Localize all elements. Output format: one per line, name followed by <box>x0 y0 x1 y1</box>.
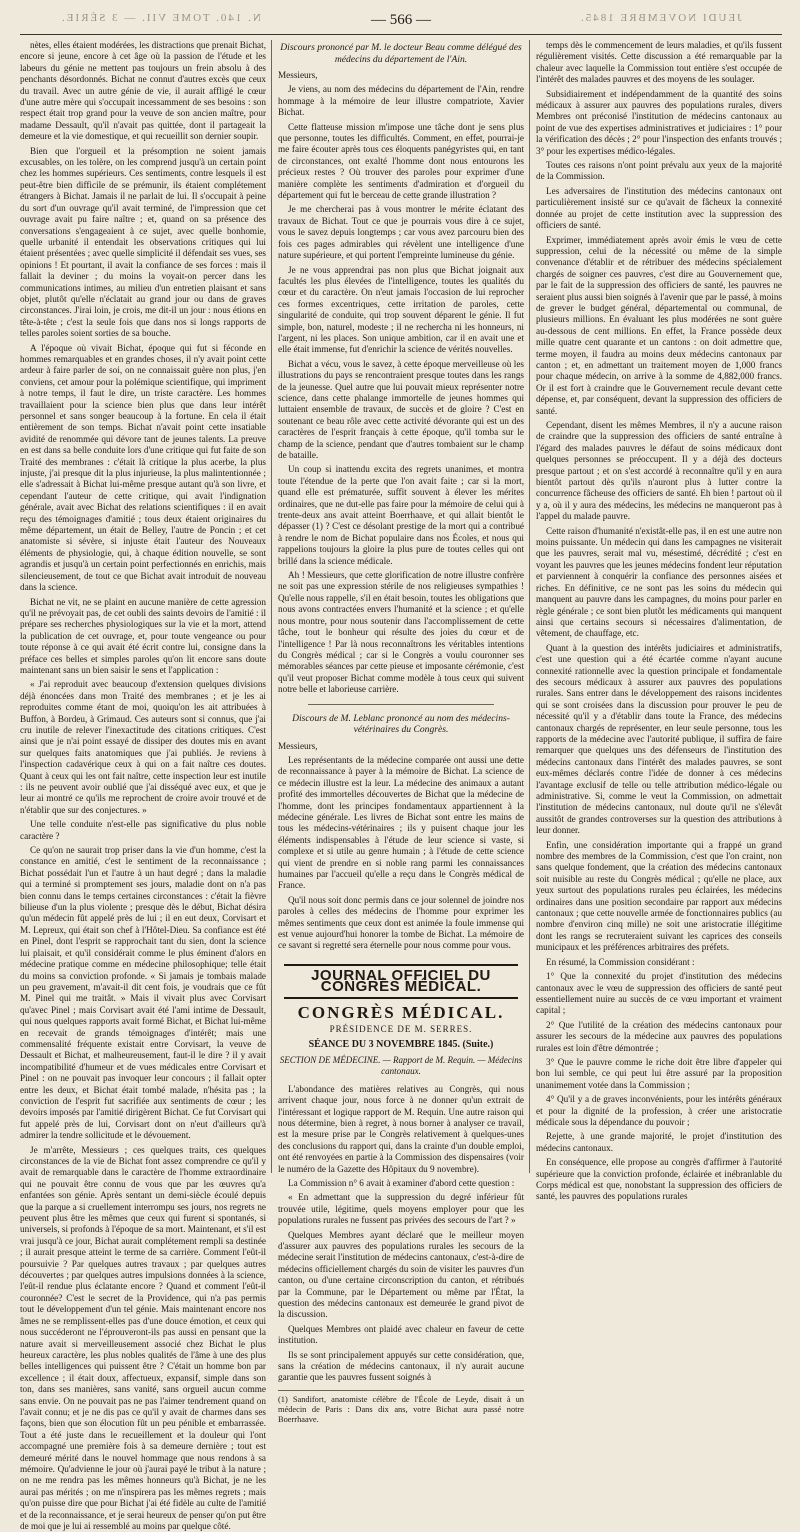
rapport-continued-paragraph: Toutes ces raisons n'ont point prévalu aux yeux de la majorité de la Commission. <box>536 160 782 182</box>
section-line: SECTION DE MÉDECINE. — Rapport de M. Requin. — Médecins cantonaux. <box>279 1054 523 1077</box>
discours-beau-paragraph: Cette flatteuse mission m'impose une tâche dont je sens plus que personne, toutes les difficultés. Comment, en effet, pourrai-je me faire écouter après tous ces éloquents panégyristes qui, en tant de circonstances, ont exalté l'homme dont nous entourons les précieux restes ? Où trouver des paroles pour exprimer d'une manière complète les sentiments d'admiration et d'orgueil du département qui fut le berceau de cette grande illustration ? <box>278 121 524 201</box>
rapport-body <box>278 1084 524 1384</box>
seance-line: SÉANCE DU 3 NOVEMBRE 1845. (Suite.) <box>308 1039 494 1051</box>
footnote: (1) Sandifort, anatomiste célèbre de l'École de Leyde, disait à un médecin de Paris : Dans dix ans, votre Bichat aura passé notre Boerrhaave. <box>278 1390 524 1425</box>
rapport-continued-paragraph: temps dès le commencement de leurs maladies, et qu'ils fussent régulièrement visités. Cette discussion a été remarquable par la chaleur avec laquelle la Commission tout entière s'est occupée de l'intérêt des malades pauvres et des moyens de les soulager. <box>536 40 782 85</box>
bichat-eloge-paragraph: Bien que l'orgueil et la présomption ne soient jamais excusables, on les tolère, on les comprend jusqu'à un certain point chez les hommes supérieurs. Ces sentiments, contre lesquels il est peut-être bien difficile de se prémunir, ils étaient complétement étrangers à Bichat. Jamais il ne parlait de lui. Il s'occupait à peine du sort d'un ouvrage qu'il avait terminé, de l'impression que cet ouvrage avait pu faire naître ; et, quand on sa présence des conversations s'engageaient à ce sujet, avec quelle bonhomie, quelle urbanité il entendait les observations critiques qui lui étaient présentées ; avec quelle simplicité il défendait ses vues, ses opinions ! Et pourtant, il avait la confiance de ses forces : mais il fallait la deviner ; du moins la voyait-on percer dans les communications intimes, au milieu d'un entretien plaisant et sans objet, plutôt qu'elle n'éclatait au grand jour ou dans de graves circonstances. J'irai loin, je crois, me dit-il un jour : nous étions en tête-à-tête ; c'est la seule fois que dans nos si longs rapports de telles paroles soient sorties de sa bouche. <box>20 145 266 339</box>
discours-leblanc-paragraph: Qu'il nous soit donc permis dans ce jour solennel de joindre nos paroles à celles des médecins de l'homme pour exprimer les mêmes sentiments que ceux dont est animée la foule immense qui est venue aujourd'hui honorer la tombe de Bichat. La mémoire de ce savant si regretté sera éternelle pour nous comme pour vous. <box>278 894 524 951</box>
rapport-paragraph: L'abondance des matières relatives au Congrès, qui nous arrivent chaque jour, nous force à ne donner qu'un extrait de l'intéressant et logique rapport de M. Requin. Une autre raison qui nous détermine, bien à regret, à nous borner à analyser ce travail, est la mesure prise par le Congrès relativement à quelques-unes des conclusions du rapport qui, dans la crainte d'un double emploi, ont été renvoyées en partie à la Commission des dispensaires (voir le numéro de la Gazette des Hôpitaux du 9 novembre). <box>278 1083 524 1174</box>
page-header <box>20 8 782 35</box>
rapport-continued-paragraph: 2° Que l'utilité de la création des médecins cantonaux pour assurer les secours de la médecine aux pauvres des populations rurales est loin d'être démontrée ; <box>536 1019 782 1053</box>
rapport-paragraph: Ils se sont principalement appuyés sur cette considération, que, sans la création de médecins cantonaux, il n'y aurait aucune garantie que les pauvres fussent soignés à <box>278 1349 524 1383</box>
rapport-continued-paragraph: Les adversaires de l'institution des médecins cantonaux ont particulièrement insisté sur ce qu'avait de fâcheux la connexité donnée au projet de cette institution avec la suppression des officiers de santé. <box>536 185 782 231</box>
discours-beau-paragraph: Je viens, au nom des médecins du département de l'Ain, rendre hommage à la mémoire de leur illustre compatriote, Xavier Bichat. <box>278 84 524 118</box>
bichat-eloge-paragraph: Bichat ne vit, ne se plaint en aucune manière de cette agression qu'il ne prévoyait pas, de cet oubli des saints devoirs de l'amitié : il prépare ses recherches physiologiques sur la vie et la mort, attend la publication de cet ouvrage, et, pour toute vengeance ou pour toute réponse à ce qui avait été écrit contre lui, consigne dans la préface ces belles et simples paroles qu'on lit encore sans doute maintenant sans un bien saisir le sens et l'application : <box>20 596 266 675</box>
rapport-continued-paragraph: 1° Que la connexité du projet d'institution des médecins cantonaux avec le vœu de suppression des officiers de santé peut essentiellement nuire au succès de ce vœu important et vraiment capital ; <box>536 971 782 1016</box>
discours-beau-paragraph: Messieurs, <box>278 70 318 80</box>
rapport-paragraph: « En admettant que la suppression du degré inférieur fût trouvée utile, légitime, quels moyens employer pour que les populations rurales ne fussent pas privées des secours de l'art ? » <box>278 1192 524 1226</box>
rapport-continued-paragraph: Exprimer, immédiatement après avoir émis le vœu de cette suppression, celui de la nécessité ou même de la simple convenance d'établir et de rétribuer des médecins spécialement chargés de soigner ces pauvres, c'est dire au Gouvernement que, par le fait de la suppression des officiers de santé, les pauvres ne seraient plus aussi bien soignés à l'avenir que par le passé, à moins de grever le budget général, départemental ou communal, de plusieurs millions. En évaluant les plus modérées ne sont guère au-dessous de cent millions. En effet, la France possède deux mille quatre cent quarante et un cantons : on doit admettre que, terme moyen, il faudra au moins deux médecins cantonaux par canton ; et, en admettant un traitement moyen de 1,000 francs pour chaque médecin, on arrive à la somme de 4,882,000 francs. Or il est fort à craindre que le Gouvernement recule devant cette dépense, et, par conséquent, devant la suppression des officiers de santé. <box>536 234 782 416</box>
rapport-continued-paragraph: 4° Qu'il y a de graves inconvénients, pour les intérêts généraux et pour la dignité de la profession, à créer une aristocratie médicale sous la dépendance du pouvoir ; <box>536 1094 782 1127</box>
rapport-continued-paragraph: Cependant, disent les mêmes Membres, il n'y a aucune raison de craindre que la suppression des officiers de santé entraîne à l'égard des malades pauvres le défaut de soins médicaux dont quelques personnes se préoccupent. Il y a déjà des docteurs presque partout ; et on s'est accordé à reconnaître qu'il y en aura bientôt partout dès qu'ils n'auront plus à lutter contre la concurrence fâcheuse des officiers de santé. Eh bien ! partout où il y a, où il y aura des médecins, les médecins ne manqueront pas à l'appel du malade pauvre. <box>536 420 782 522</box>
bichat-eloge-paragraph: Je m'arrête, Messieurs ; ces quelques traits, ces quelques circonstances de la vie de Bichat font assez comprendre ce qu'il y avait de remarquable dans le caractère de l'homme extraordinaire qui ne pouvait être connu de vous que par les œuvres qu'a enfantées son génie. Après sentant un demi-siècle écoulé depuis que la parque a si cruellement interrompu ses jours, nos regrets ne peuvent plus être les mêmes que ceux qui furent si spontanés, si universels, si profonds à l'époque de sa mort. Maintenant, et s'il est vrai jusqu'à ce jour, Bichat aurait complétement rempli sa destinée ; il aurait presque atteint le terme de sa carrière. Comment l'eût-il poursuivie ? Par quelques autres travaux ; par quelques autres découvertes ; par quelques autres impulsions données à la science, l'eût-il rendue plus éclatante encore ? Quand et comment l'eût-il couronnée? C'est le secret de la Providence, qui n'a pas permis tout le développement d'un tel génie. Mais maintenant encore nos âmes ne se remplissent-elles pas d'une douce émotion, et ceux qui nous succéderont ne l'éprouveront-ils pas aussi en pensant que la nature avait si merveilleusement associé chez Bichat le plus heureux caractère, les plus nobles qualités de l'âme à une des plus belles intelligences qui puissent être ? C'était un homme bon par excellence ; il était doux, affectueux, expansif, simple dans son ton, dans ses manières, sans vanité, sans orgueil aucun comme sans envie. On ne pouvait pas ne pas l'aimer tendrement quand on l'avait connu; et je ne dis pas ce qu'il y avait de charmes dans ses façons, bien que son élocution fût un peu pénible et embarrassée. Tout a été juste dans le recueillement et la douleur qui l'ont accompagné une première fois à sa demeure dernière ; tout est demeuré mérité dans le nouvel hommage que nous rendons à sa mémoire. Qu'advienne le jour où j'aurai payé le tribut à la nature ; on ne me rendra pas les mêmes honneurs qu'à Bichat, je ne les aurai pas mérités ; on me n'inspirera pas les mêmes regrets ; mais qu'on puisse dire que pour Bichat j'ai été fidèle au culte de l'amitié et de la reconnaissance, et je serai heureux de penser qu'on put être de moi que je lui ai ressemblé au moins par quelque côté. <box>20 1144 266 1531</box>
rapport-continued-paragraph: En conséquence, elle propose au congrès d'affirmer à l'autorité supérieure que la conviction profonde, éclairée et inébranlable du Corps médical est que, nonobstant la suppression des officiers de santé, les pauvres des populations rurales <box>536 1157 782 1202</box>
rapport-continued-paragraph: Quant à la question des intérêts judiciaires et administratifs, c'est une question qui a été écartée comme n'ayant aucune connexité rationnelle avec la question principale et fondamentale des secours médicaux à assurer aux pauvres des populations rurales. Sans entrer dans le développement des raisons incidentes qui se sont croisées dans la discussion pour prouver le peu de nécessité qu'il y a d'établir dans toute la France, des médecins cantonaux chargés de représenter, en leur seule personne, tous les rapports de la médecine avec l'autorité publique, il suffira de faire remarquer que quelques uns des défenseurs de l'institution des médecins cantonaux dans l'intérêt des malades pauvres, se sont eux-mêmes déclarés contre l'idée de donner à ces médecins l'avantage exclusif de telle ou telle attribution médico-légale ou administrative. Si, comme le veut la Commission, on admettait l'institution de médecins cantonaux, nul doute qu'il ne s'élevât aussitôt de grandes controverses sur la question des attributions à leur donner. <box>536 642 782 836</box>
section-divider <box>308 704 494 705</box>
discours-beau-paragraph: Ah ! Messieurs, que cette glorification de notre illustre confrère ne soit pas une expression stérile de nos religieuses sympathies ! Qu'elle nous rappelle, s'il en était besoin, toutes les obligations que nous avons contractées envers l'humanité et la science ; et qu'elle nous montre, pour nous soutenir dans l'accomplissement de cette tâche, tout le bonheur qui résulte des joies du cœur et de l'intelligence ! Par là nous reconnaîtrons les véritables intentions du Congrès médical ; car si le Congrès a voulu couronner ses mémorables séances par cette pieuse et imposante cérémonie, c'est qu'il veut proposer Bichat comme modèle à tous ceux qui suivent notre belle et laborieuse carrière. <box>278 570 524 695</box>
page-number: — 566 — <box>371 12 431 28</box>
newspaper-page <box>20 8 782 1531</box>
rapport-paragraph: La Commission n° 6 avait à examiner d'abord cette question : <box>288 1177 515 1188</box>
column-middle <box>278 40 524 1424</box>
rapport-continued-paragraph: Enfin, une considération importante qui a frappé un grand nombre des membres de la Commission, c'est que l'on craint, non sans quelque fondement, que la création des médecins cantonaux soit nuisible au reste du Congrès médical ; qu'elle ne place, aux yeux surtout des populations rurales peu éclairées, les médecins ordinaires dans une position secondaire par rapport aux médecins cantonaux ; que cette nouvelle armée de fonctionnaires publics (au nombre d'environ cinq mille) ne soit une aristocratie illégitime dont les rangs se recruteraient suivant les caprices des conseils municipaux et les préférences arbitraires des préfets. <box>536 839 782 953</box>
discours-leblanc-paragraph: Les représentants de la médecine comparée ont aussi une dette de reconnaissance à payer à la mémoire de Bichat. La science de ce médecin illustre est la leur. La médecine des animaux a autant profité des immortelles découvertes de Bichat que la médecine de l'homme, dont les principes fondamentaux appartiennent à la médecine générale. Les livres de Bichat sont entre les mains de tous les médecins-vétérinaires ; ils y puisent chaque jour les éléments indispensables à l'étude de leur science si vaste, si complexe et si utile au genre humain ; à l'étude de cette science qui vient de prendre en si noble rang parmi les connaissances humaines par l'accueil qu'elle a reçu dans le Congrès médical de France. <box>278 754 524 891</box>
rapport-continued-paragraph: 3° Que le pauvre comme le riche doit être libre d'appeler qui bon lui semble, ce qui peut lui être assuré par la proposition unanimement votée dans la Commission ; <box>536 1056 782 1090</box>
discours-beau-body <box>278 70 524 696</box>
bichat-eloge-paragraph: A l'époque où vivait Bichat, époque qui fut si féconde en hommes remarquables et en grandes choses, il n'y avait point cette ardeur à faire parler de soi, on ne connaissait guère non plus, j'en conviens, cet amour pour la polémique scientifique, qui impriment à notre temps, il faut le dire, un triste caractère. Les hommes travaillaient pour la science bien plus que dans leur intérêt personnel et sans songer beaucoup à la fortune. En cela il était entièrement de son temps. Bichat n'avait point cette insatiable avidité de renommée qui dévore tant de jeunes talents. La preuve en est dans sa belle conduite lors d'une critique qui fut faite de son Traité des membranes : c'était là critique la plus acerbe, la plus injuste, j'ai presque dit la plus injurieuse, la plus malintentionnée ; elle s'adressait à Bichat lui-même presque autant qu'à son livre, et cependant l'auteur de cette critique, qui avait l'indignation générale, avait avec Bichat des relations scientifiques : il en avait reçu des témoignages d'amitié ; tous deux étaient originaires du même département, un était de Belley, l'autre de Poncin ; et cet anatomiste si sévère, si injuste était l'auteur des Nouveaux éléments de physiologie, qui, à chaque édition nouvelle, se sont agrandis et jusqu'à un certain point perfectionnés en enrichis, mais silencieusement, de tout ce que Bichat avait introduit de nouveau dans la science. <box>20 342 266 593</box>
rapport-continued-paragraph: Cette raison d'humanité n'existât-elle pas, il en est une autre non moins puissante. Un médecin qui dans les campagnes ne visiterait que les pauvres, serait mal vu, mésestimé, décrédité ; c'est en voyant les pauvres que les jeunes médecins fondent leur réputation et parviennent à conquérir la confiance des personnes aisées et riches. En définitive, ce ne sont pas les soins du médecin qui manquent au pauvre dans les campagnes, du moins pour parler en règle générale ; ce sont bien plutôt les médicaments qui manquent ainsi que certains secours si nécessaires d'alimentation, de vêtement, de chauffage, etc. <box>536 525 782 639</box>
discours-beau-paragraph: Je ne vous apprendrai pas non plus que Bichat joignait aux facultés les plus élevées de l'intelligence, toutes les qualités du cœur et du caractère. On n'eut jamais l'occasion de lui reprocher ces formes excentriques, cette irritation de paroles, cette singularité de conduite, qui trop souvent déparent le génie. Il fut simple, bon, naturel, modeste ; il ne rechercha ni les honneurs, ni l'argent, ni les places. Son unique ambition, car il en avait une et elle était immense, fut d'enrichir la science de vérités nouvelles. <box>278 264 524 355</box>
rapport-continued-paragraph: Subsidiairement et indépendamment de la quantité des soins médicaux à assurer aux pauvres des populations rurales, divers Membres ont préconisé l'institution de médecins cantonaux au point de vue des expertises administratives et judiciaires : 1° pour la vérification des décès ; 2° pour l'inspection des enfants trouvés ; 3° pour les expertises médico-légales. <box>536 88 782 156</box>
discours-beau-paragraph: Je me chercherai pas à vous montrer le mérite éclatant des travaux de Bichat. Tout ce que je pourrais vous dire à ce sujet, vous le savez depuis longtemps ; car vous avez parcouru bien des fois ces pages admirables qui révèlent une intelligence d'une nature supérieure, et qui portent l'empreinte lumineuse du génie. <box>278 204 524 261</box>
discours-beau-title: Discours prononcé par M. le docteur Beau comme délégué des médecins du département de l'Ain. <box>280 42 522 65</box>
journal-masthead <box>278 964 524 1078</box>
discours-beau-paragraph: Un coup si inattendu excita des regrets unanimes, et montra toute l'étendue de la perte que l'on avait faite ; car si la mort, quand elle est prématurée, suffit souvent à élever les mérites ordinaires, que ne dut-elle pas faire pour la mémoire de celui qui à trente-deux ans avait atteint Boerrhaave, et qui allait bientôt le dépasser (1) ? C'est ce désolant prestige de la mort qui a contribué à rendre le nom de Bichat populaire dans nos Écoles, et nous qui rappelions toujours la gloire la plus pure de toutes celles qui ont brillé dans la science médicale. <box>278 464 524 566</box>
journal-title: JOURNAL OFFICIEL DU CONGRÈS MÉDICAL. <box>284 964 518 999</box>
bichat-eloge-paragraph: « J'ai reproduit avec beaucoup d'extension quelques divisions déjà énoncées dans mon Traité des membranes ; et je les ai reproduites comme étant de moi, quoiqu'on les ait attribuées à Buffon, à Bordeu, à Grimaud. Ces auteurs sont si connus, que j'ai cru inutile de relever l'inexactitude des citations critiques. C'est ainsi que je n'ai point essayé de dissiper des doutes mis en avant sur quelques faits anatomiques que j'ai publiés. Je reviens à l'inspection cadavérique ceux à qui on a fait naître ces doutes. Quant à ceux qui les ont fait naître, cette inspection leur est inutile : ils ne peuvent avoir oublié que j'ai disséqué avec eux, et que je leur ai montré ce qu'ils me reprochent de croire avoir trouvé et de n'établir que sur des conjectures. » <box>20 679 266 815</box>
rapport-continued-paragraph: Rejette, à une grande majorité, le projet d'institution des médecins cantonaux. <box>536 1131 782 1153</box>
bichat-eloge-paragraph: nètes, elles étaient modérées, les distractions que prenait Bichat, encore si jeune, encore à cet âge où la passion de l'étude et les labeurs du génie ne mettent pas toujours un frein absolu à des penchants désordonnés. Bichat ne connut d'autres excès que ceux du travail. Avec un autre génie de vie, il aurait affligé le cœur d'une autre mère qui s'occupait incessamment de ses besoins : son respect était trop grand pour la veuve de son ancien maître, pour madame Dessault, qu'il n'avait pas quittée, dont il partageait la demeure et la vie domestique, et qui recueillit son dernier soupir. <box>20 40 266 142</box>
rapport-paragraph: Quelques Membres ont plaidé avec chaleur en faveur de cette institution. <box>278 1323 524 1346</box>
column-right <box>536 40 782 1202</box>
discours-leblanc-paragraph: Messieurs, <box>278 740 318 751</box>
congres-title: CONGRÈS MÉDICAL. <box>297 1002 505 1022</box>
discours-beau-paragraph: Bichat a vécu, vous le savez, à cette époque merveilleuse où les illustrations du pays se rencontraient presque toutes dans les rangs de la jeunesse. Quel autre que lui pouvait mieux représenter notre science, dans cette phalange immortelle de jeunes hommes qui luttaient ensemble de travaux, de succès et de gloire ? C'est en soutenant ce beau rôle avec cette activité dévorante qui est un des caractères de l'esprit français à cette époque, qu'il tomba sur le champ de la science, pendant que d'autres tombaient sur le champ de bataille. <box>278 358 524 460</box>
text-columns <box>20 40 782 1531</box>
bichat-eloge-paragraph: Ce qu'on ne saurait trop priser dans la vie d'un homme, c'est la constance en amitié, c'est le sentiment de la reconnaissance ; Bichat possédait l'un et l'autre à un haut degré ; dans la maladie qui a terminé si promptement ses jours, maladie dont on n'a pas bien connu dans le temps certaines circonstances : c'était la fièvre bilieuse d'un la plus violente ; presque dès le début, Bichat désira qu'un médecin fût appelé près de lui ; il en eut deux, Corvisart et M. Lepreux, qui était son chef à l'Hôtel-Dieu. Sa confiance est été en Pinel, dont l'esprit se rapprochait tant du sien, dont la science lui plaisait, et qu'il considérait comme le plus éminent d'alors en médecine pratique comme en médecine philosophique; telle était du moins sa conviction profonde. « Si jamais je tombais malade un peu gravement, m'avait-il dit cent fois, je voudrais que ce fût M. Pinel qui me traitât. » Mais il vivait plus avec Corvisart qu'avec Pinel ; mais Corvisart avait été l'ami intime de Dessault, qui nous quelques rapports avait formé Bichat, et Bichat lui-même en recevait de grands témoignages d'intérêt; mais une commensalité fréquente existait entre Corvisart, la veuve de Dessault et Bichat, et malheureusement, faut-il le dire ? il y avait incompatibilité d'humeur et de vues médicales entre Corvisart et Pinel : on ne pouvait pas invoquer leur concours ; il fallait opter entre les deux, et Bichat était tombé malade, n'hésita pas ; la conviction de l'esprit fut sacrifiée aux sentiments de cœur ; les devoirs imposés par l'amitié dirigèrent Bichat. Ce fut Corvisart qui fut appelé près de lui, Corvisart dont on n'eut d'ailleurs qu'à admirer la tendre sollicitude et le dévouement. <box>20 845 266 1141</box>
discours-leblanc-body <box>278 741 524 952</box>
bleed-through-header-right: JEUDI NOVEMBRE 1845. <box>579 12 742 24</box>
presidence-line: PRÉSIDENCE DE M. SERRES. <box>329 1024 473 1035</box>
rapport-continued-paragraph: En résumé, la Commission considérant : <box>546 956 695 967</box>
bichat-eloge-paragraph: Une telle conduite n'est-elle pas significative du plus noble caractère ? <box>20 819 266 841</box>
bleed-through-header-left: N. 140. TOME VII. — 3 SÉRIE. <box>60 12 261 24</box>
column-left <box>20 40 266 1531</box>
discours-leblanc-title: Discours de M. Leblanc prononcé au nom des médecins-vétérinaires du Congrès. <box>292 712 510 736</box>
rapport-paragraph: Quelques Membres ayant déclaré que le meilleur moyen d'assurer aux pauvres des populations rurales les secours de la médecine serait l'institution de médecins cantonaux, c'est-à-dire de médecins officiellement chargés du soin de visiter les pauvres d'un canton, ou d'une certaine circonscription du canton, et rétribués par la Commune, par le Département ou même par l'État, la question des médecins cantonaux est demeurée le grand pivot de la discussion. <box>278 1229 524 1320</box>
